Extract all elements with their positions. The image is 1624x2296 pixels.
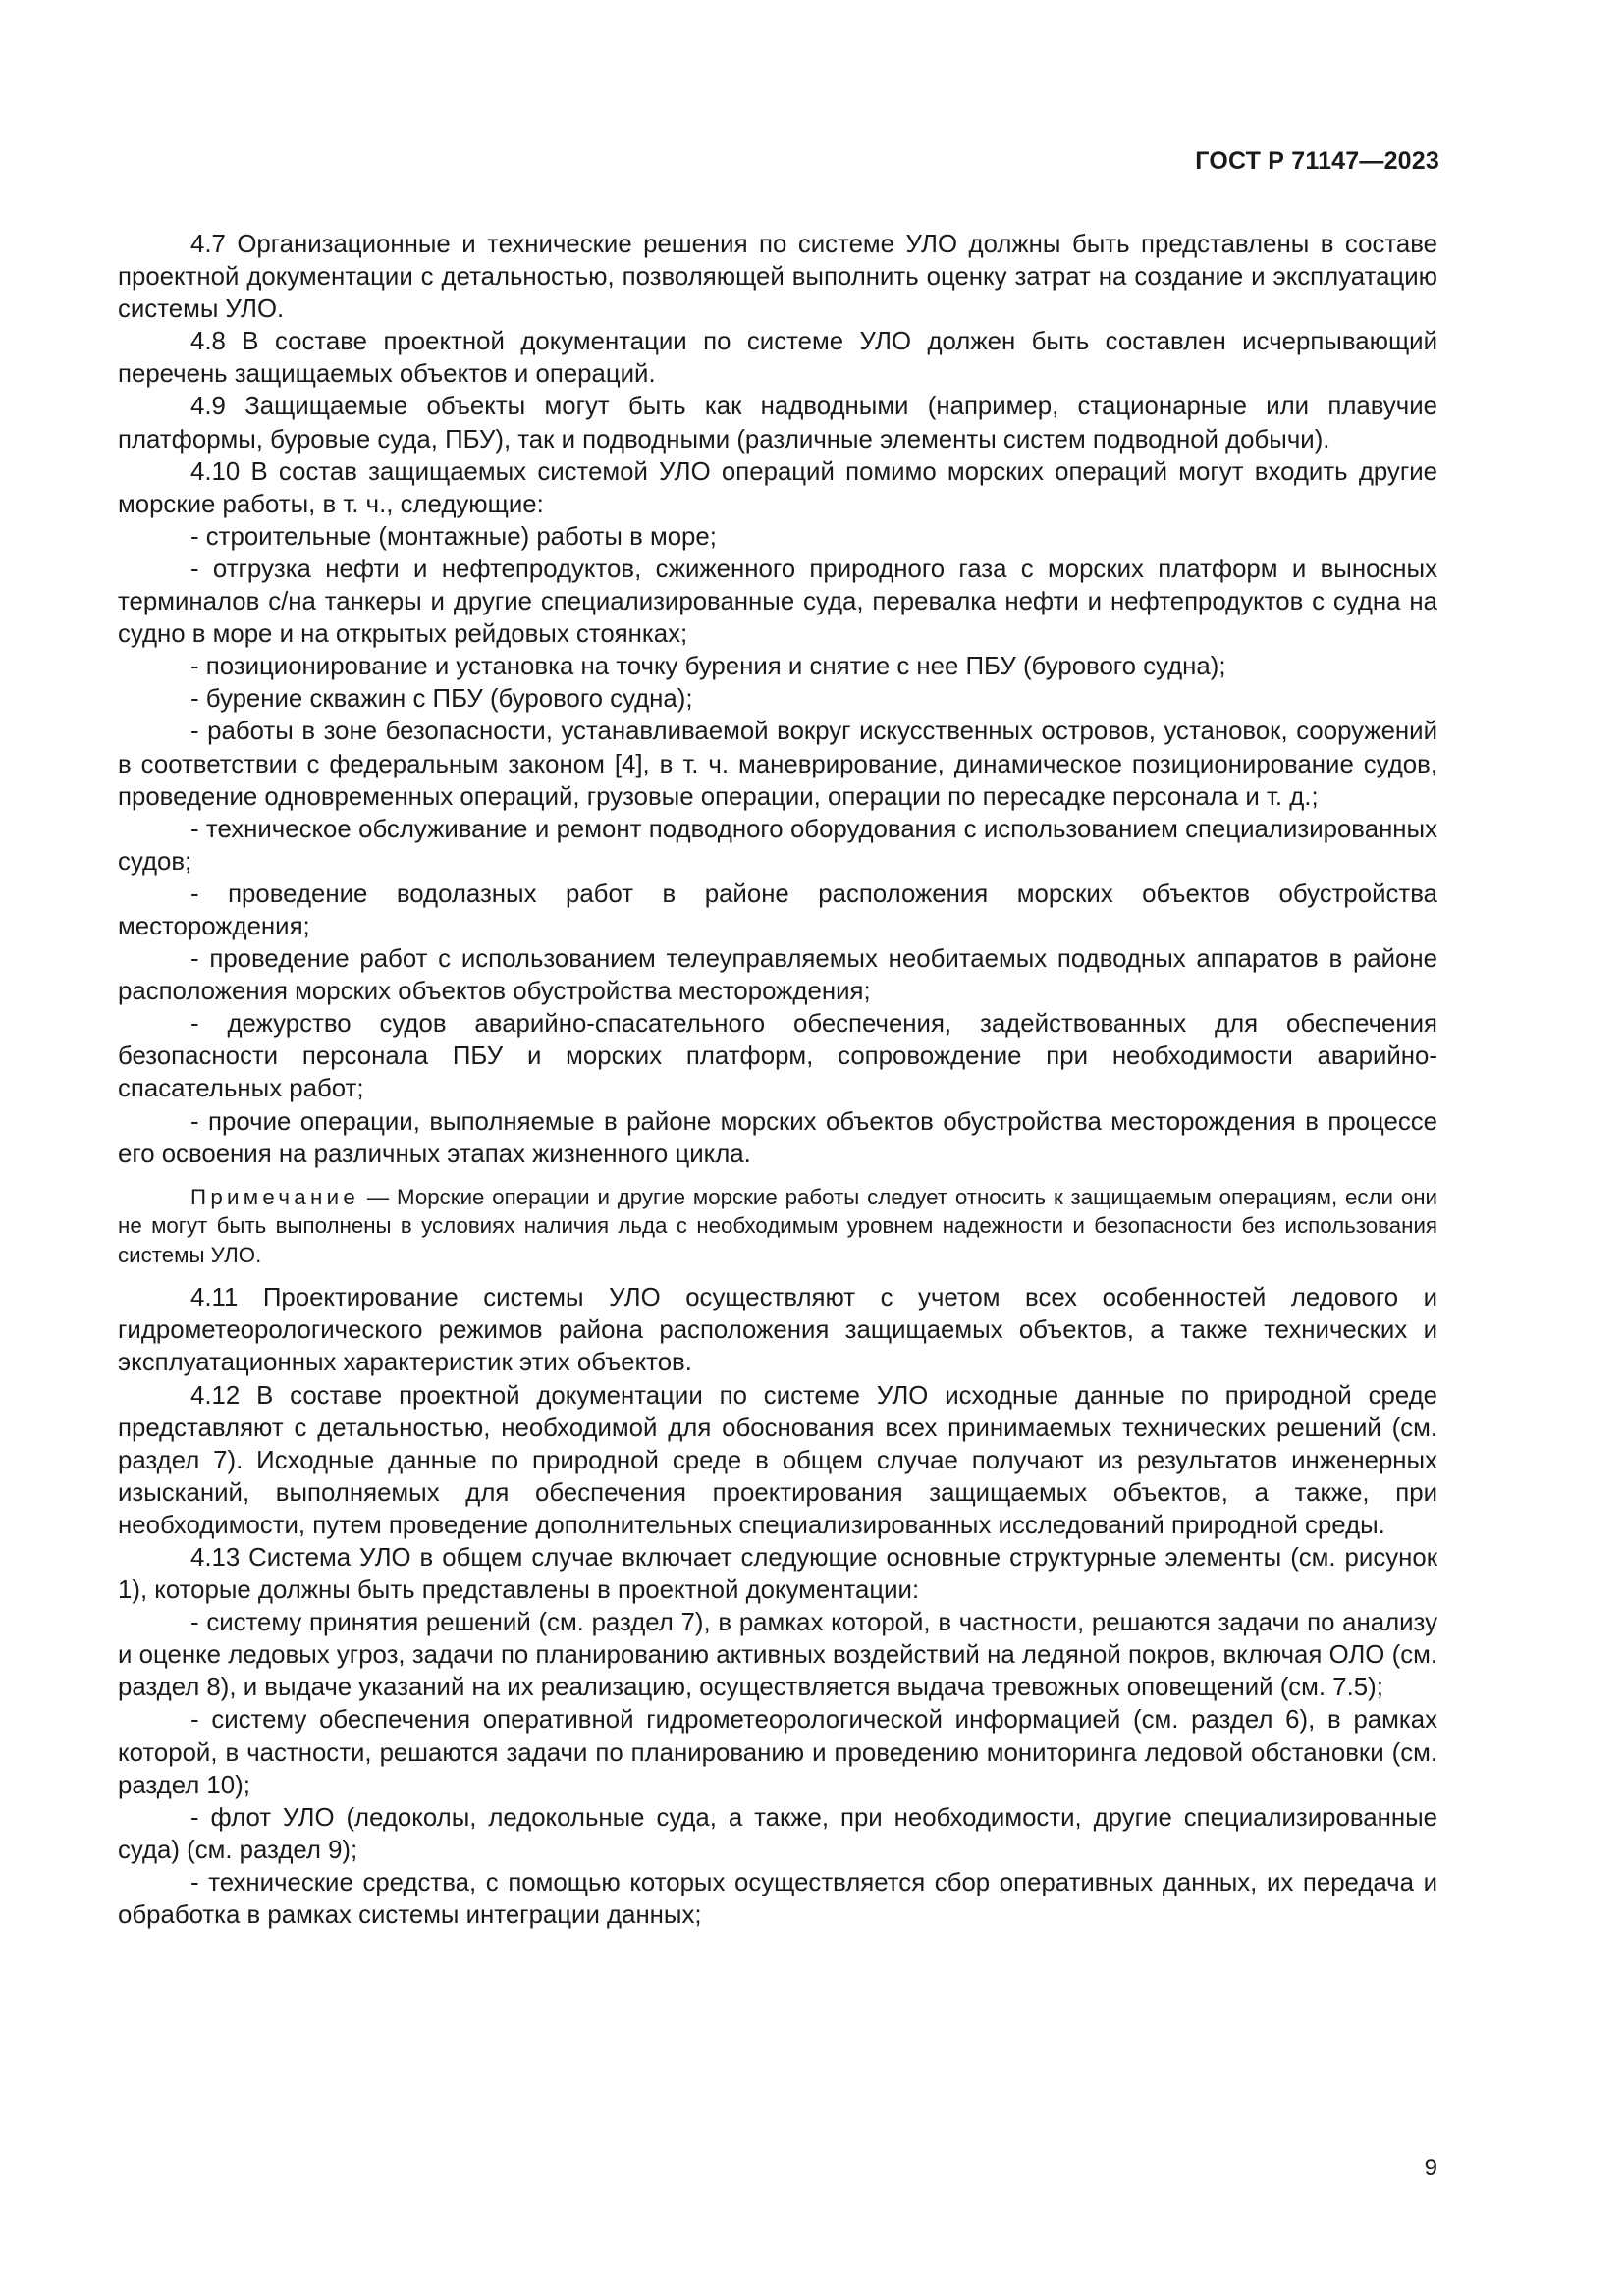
paragraph-4-11: 4.11 Проектирование системы УЛО осуществляют с учетом всех особенностей ледового и гидрометеорологического режимов района расположения защищаемых объектов, а также технических и эксплуатационных характеристик этих объектов. bbox=[118, 1284, 1437, 1377]
note-block bbox=[118, 1183, 1437, 1270]
list-item: - технические средства, с помощью которых осуществляется сбор оперативных данных, их передача и обработка в рамках системы интеграции данных; bbox=[118, 1868, 1437, 1929]
list-item: - строительные (монтажные) работы в море; bbox=[190, 522, 717, 551]
list-item: - систему принятия решений (см. раздел 7), в рамках которой, в частности, решаются задачи по анализу и оценке ледовых угроз, задачи по планированию активных воздействий на ледяной покров, включая ОЛО (см. раздел 8), и выдаче указаний на их реализацию, осуществляется выдача тревожных оповещений (см. 7.5); bbox=[118, 1609, 1437, 1702]
paragraph-4-9: 4.9 Защищаемые объекты могут быть как надводными (например, стационарные или плавучие платформы, буровые суда, ПБУ), так и подводными (различные элементы систем подводной добычи). bbox=[118, 393, 1437, 454]
document-body bbox=[118, 229, 1437, 1932]
list-item: - работы в зоне безопасности, устанавливаемой вокруг искусственных островов, установок, сооружений в соответствии с федеральным законом [4], в т. ч. маневрирование, динамическое позиционирование судов, проведение одновременных операций, грузовые операции, операции по пересадке персонала и т. д.; bbox=[118, 718, 1437, 811]
list-item: - прочие операции, выполняемые в районе морских объектов обустройства месторождения в процессе его освоения на различных этапах жизненного цикла. bbox=[118, 1107, 1437, 1168]
note-text: — Морские операции и другие морские работы следует относить к защищаемым операциям, если они не могут быть выполнены в условиях наличия льда с необходимым уровнем надежности и безопасности без использования системы УЛО. bbox=[118, 1184, 1437, 1267]
list-item: - проведение водолазных работ в районе расположения морских объектов обустройства месторождения; bbox=[118, 880, 1437, 940]
list-item: - отгрузка нефти и нефтепродуктов, сжиженного природного газа с морских платформ и выносных терминалов с/на танкеры и другие специализированные суда, перевалка нефти и нефтепродуктов с судна на судно в море и на открытых рейдовых стоянках; bbox=[118, 555, 1437, 649]
list-item: - систему обеспечения оперативной гидрометеорологической информацией (см. раздел 6), в рамках которой, в частности, решаются задачи по планированию и проведению мониторинга ледовой обстановки (см. раздел 10); bbox=[118, 1706, 1437, 1799]
paragraph-4-8: 4.8 В составе проектной документации по системе УЛО должен быть составлен исчерпывающий перечень защищаемых объектов и операций. bbox=[118, 328, 1437, 389]
paragraph-4-7: 4.7 Организационные и технические решения по системе УЛО должны быть представлены в составе проектной документации с детальностью, позволяющей выполнить оценку затрат на создание и эксплуатацию системы УЛО. bbox=[118, 231, 1437, 324]
list-item: - позиционирование и установка на точку бурения и снятие с нее ПБУ (бурового судна); bbox=[190, 653, 1226, 681]
list-item: - техническое обслуживание и ремонт подводного оборудования с использованием специализированных судов; bbox=[118, 815, 1437, 876]
page-number: 9 bbox=[1424, 2155, 1437, 2181]
paragraph-4-12: 4.12 В составе проектной документации по системе УЛО исходные данные по природной среде представляют с детальностью, необходимой для обоснования всех принимаемых технических решений (см. раздел 7). Исходные данные по природной среде в общем случае получают из результатов инженерных изысканий, выполняемых для обеспечения проектирования защищаемых объектов, а также, при необходимости, путем проведение дополнительных специализированных исследований природной среды. bbox=[118, 1381, 1437, 1539]
document-id-header: ГОСТ Р 71147—2023 bbox=[1195, 147, 1439, 175]
list-item: - дежурство судов аварийно-спасательного обеспечения, задействованных для обеспечения безопасности персонала ПБУ и морских платформ, сопровождение при необходимости аварийно-спасательных работ; bbox=[118, 1010, 1437, 1103]
list-item: - проведение работ с использованием телеуправляемых необитаемых подводных аппаратов в районе расположения морских объектов обустройства месторождения; bbox=[118, 945, 1437, 1006]
paragraph-4-10: 4.10 В состав защищаемых системой УЛО операций помимо морских операций могут входить другие морские работы, в т. ч., следующие: bbox=[118, 457, 1437, 518]
paragraph-4-13: 4.13 Система УЛО в общем случае включает следующие основные структурные элементы (см. рисунок 1), которые должны быть представлены в проектной документации: bbox=[118, 1543, 1437, 1605]
list-item: - флот УЛО (ледоколы, ледокольные суда, а также, при необходимости, другие специализированные суда) (см. раздел 9); bbox=[118, 1803, 1437, 1864]
note-label: Примечание bbox=[190, 1184, 360, 1209]
list-item: - бурение скважин с ПБУ (бурового судна); bbox=[190, 685, 693, 714]
